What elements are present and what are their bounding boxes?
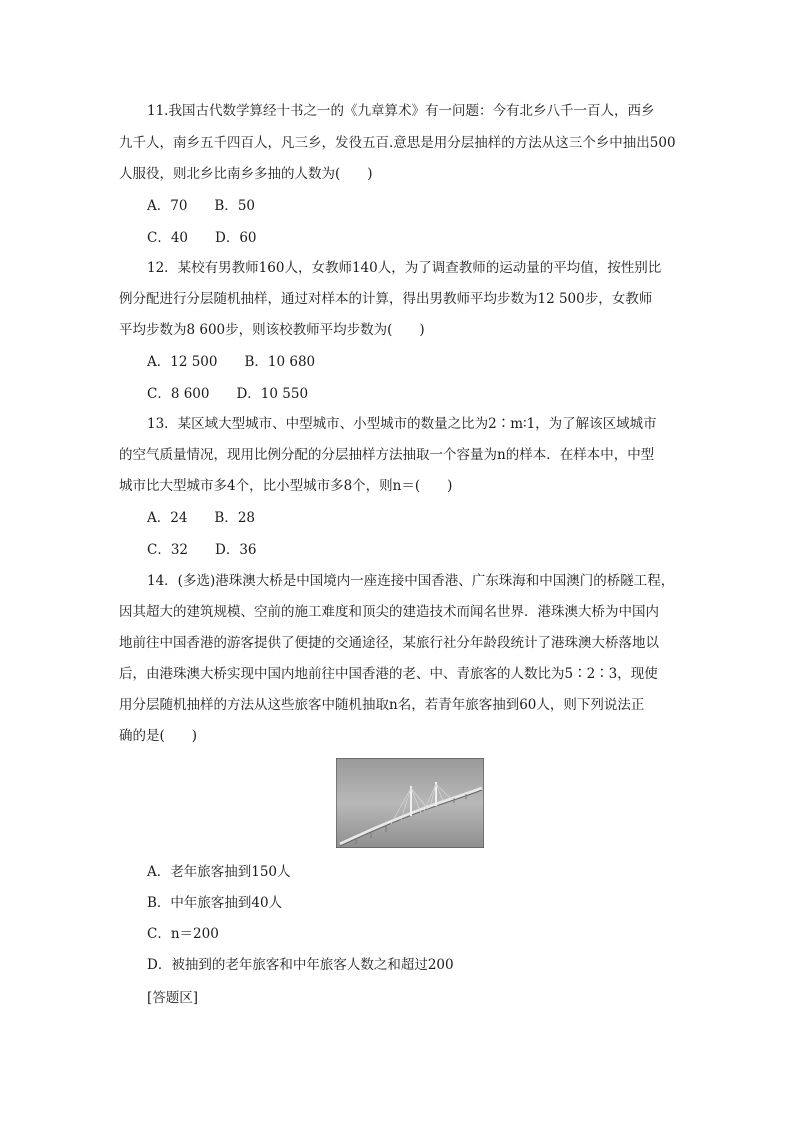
- q11-options-ab: A．70 B．50: [147, 198, 256, 214]
- q12-options-ab: A．12 500 B．10 680: [147, 354, 316, 370]
- q11-line-1: 11.我国古代数学算经十书之一的《九章算术》有一问题：今有北乡八千一百人，西乡: [147, 103, 655, 119]
- q13-line-3: 城市比大型城市多4个，比小型城市多8个，则n＝( ): [119, 478, 453, 494]
- q14-line-5: 用分层随机抽样的方法从这些旅客中随机抽取n名，若青年旅客抽到60人，则下列说法正: [119, 697, 645, 713]
- bridge-photo: [336, 758, 484, 848]
- q14-option-c: C．n＝200: [147, 926, 219, 942]
- q11-line-2: 九千人，南乡五千四百人，凡三乡，发役五百.意思是用分层抽样的方法从这三个乡中抽出500: [119, 135, 676, 151]
- q14-option-a: A．老年旅客抽到150人: [147, 864, 291, 880]
- q13-line-1: 13．某区域大型城市、中型城市、小型城市的数量之比为2∶m∶1，为了解该区域城市: [147, 416, 657, 432]
- q13-options-ab: A．24 B．28: [147, 510, 256, 526]
- q14-option-b: B．中年旅客抽到40人: [147, 895, 283, 911]
- q14-line-2: 因其超大的建筑规模、空前的施工难度和顶尖的建造技术而闻名世界．港珠澳大桥为中国内: [119, 604, 659, 620]
- answer-area-label: [答题区]: [147, 990, 199, 1006]
- q12-line-2: 例分配进行分层随机抽样，通过对样本的计算，得出男教师平均步数为12 500步，女教师: [119, 291, 653, 307]
- q11-options-cd: C．40 D．60: [147, 230, 257, 246]
- q14-option-d: D．被抽到的老年旅客和中年旅客人数之和超过200: [147, 957, 454, 973]
- q14-line-1: 14．(多选)港珠澳大桥是中国境内一座连接中国香港、广东珠海和中国澳门的桥隧工程，: [147, 573, 675, 589]
- q13-line-2: 的空气质量情况，现用比例分配的分层抽样方法抽取一个容量为n的样本．在样本中，中型: [119, 447, 655, 463]
- q11-line-3: 人服役，则北乡比南乡多抽的人数为( ): [119, 166, 373, 182]
- q12-options-cd: C．8 600 D．10 550: [147, 386, 309, 402]
- q14-line-4: 后，由港珠澳大桥实现中国内地前往中国香港的老、中、青旅客的人数比为5∶2∶3，现使: [119, 666, 658, 682]
- q14-line-6: 确的是( ): [119, 728, 198, 744]
- q12-line-3: 平均步数为8 600步，则该校教师平均步数为( ): [119, 322, 425, 338]
- q14-line-3: 地前往中国香港的游客提供了便捷的交通途径，某旅行社分年龄段统计了港珠澳大桥落地以: [119, 635, 659, 651]
- q13-options-cd: C．32 D．36: [147, 542, 257, 558]
- q12-line-1: 12．某校有男教师160人，女教师140人，为了调查教师的运动量的平均值，按性别比: [147, 260, 662, 276]
